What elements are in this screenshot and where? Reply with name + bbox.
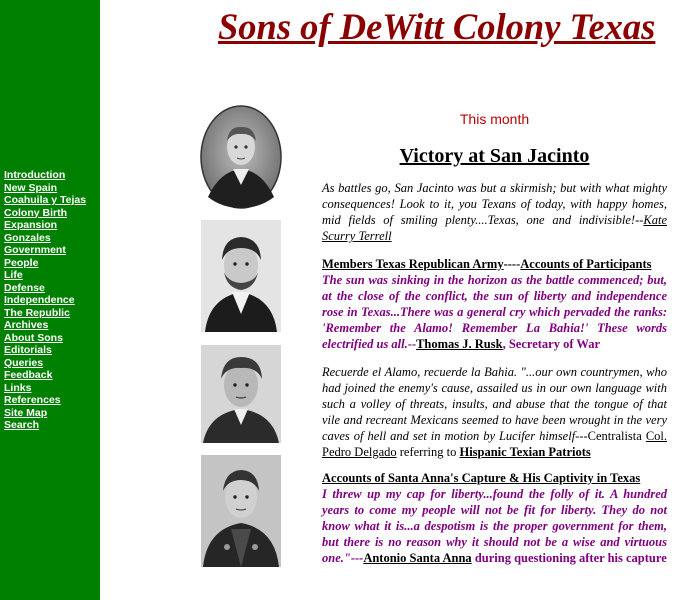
portrait-delgado-image (201, 345, 281, 443)
nav-link-colony-birth[interactable]: Colony Birth (4, 206, 67, 219)
rusk-paragraph (322, 256, 667, 352)
nav-link-independence[interactable]: Independence (4, 294, 75, 306)
article-title[interactable]: Victory at San Jacinto (399, 145, 590, 167)
santa-anna-quote: I threw up my cap for liberty...found the folly of it. A hundred years to come my people will not be fit for liberty. They do not know what it is...a despotism is the proper government for them, but there is no reason why it should not be a wise and virtuous one."--- (322, 487, 667, 565)
intro-paragraph (322, 180, 667, 244)
kate-scurry-terrell-link[interactable]: Kate Scurry Terrell (322, 213, 667, 243)
santa-anna-context: during questioning after his capture (471, 551, 667, 565)
site-title[interactable]: Sons of DeWitt Colony Texas (218, 6, 656, 47)
nav-link-about-sons[interactable]: About Sons (4, 331, 63, 344)
portrait-santa-anna-image (201, 455, 281, 567)
sidebar (0, 0, 100, 600)
rusk-quote: The sun was sinking in the horizon as the battle commenced; but, at the close of the conflict, the sun of liberty and independence rose in Texas...There was a general cry which pervaded the ranks: 'Remember the Alamo! Remember La Bahia!' These words electrified us all. (322, 273, 667, 351)
nav-link-government[interactable]: Government (4, 244, 66, 256)
delgado-paragraph (322, 364, 667, 460)
article-content (322, 180, 667, 578)
nav-link-coahuila-y-tejas[interactable]: Coahuila y Tejas (4, 194, 87, 206)
accounts-participants-link[interactable]: Accounts of Participants (520, 257, 652, 271)
nav-link-archives[interactable]: Archives (4, 319, 49, 331)
hispanic-texian-patriots-link[interactable]: Hispanic Texian Patriots (459, 445, 591, 459)
rusk-title: , Secretary of War (502, 337, 601, 351)
nav-link-the-republic[interactable]: The Republic (4, 306, 70, 319)
nav-link-expansion[interactable]: Expansion (4, 219, 58, 231)
nav-link-search[interactable]: Search (4, 419, 40, 431)
santa-anna-capture-link[interactable]: Accounts of Santa Anna's Capture & His Captivity in Texas (322, 471, 641, 485)
delgado-quote: Recuerde el Alamo, recuerde la Bahia. "...our own countrymen, who had joined the enemy's cause, assailed us in our own language with such a volley of threats, insults, and abuse that the tongue of that vile and recreant Mexicans seemed to have been wrought in the very caves of hell and set in motion by Lucifer himself--- (322, 365, 667, 443)
nav-link-life[interactable]: Life (4, 269, 23, 281)
nav-link-links[interactable]: Links (4, 381, 32, 394)
centralista-text: Centralista (587, 429, 646, 443)
portrait-houston-image (200, 105, 282, 209)
nav-link-queries[interactable]: Queries (4, 356, 44, 369)
nav-link-site-map[interactable]: Site Map (4, 406, 48, 419)
sidebar-nav (4, 169, 100, 432)
dash-text: -- (407, 337, 417, 351)
nav-link-gonzales[interactable]: Gonzales (4, 231, 51, 244)
antonio-santa-anna-link[interactable]: Antonio Santa Anna (363, 551, 472, 565)
santa-anna-paragraph (322, 470, 667, 566)
nav-link-introduction[interactable]: Introduction (4, 169, 66, 181)
nav-link-people[interactable]: People (4, 256, 39, 269)
referring-text: referring to (396, 445, 460, 459)
this-month-label: This month (459, 111, 530, 127)
nav-link-editorials[interactable]: Editorials (4, 344, 52, 356)
portrait-rusk-image (201, 220, 281, 332)
nav-link-references[interactable]: References (4, 394, 61, 406)
nav-link-defense[interactable]: Defense (4, 281, 45, 294)
nav-link-feedback[interactable]: Feedback (4, 369, 53, 381)
separator-text: ---- (503, 257, 521, 271)
terrell-quote: As battles go, San Jacinto was but a skirmish; but with what mighty consequences! Look to it, you Texans of today, with happy homes, mid fields of smiling plenty....Texas, one and indivisible!-- (322, 181, 667, 227)
members-army-link[interactable]: Members Texas Republican Army (322, 257, 504, 271)
nav-link-new-spain[interactable]: New Spain (4, 181, 58, 194)
thomas-rusk-link[interactable]: Thomas J. Rusk (416, 337, 503, 351)
pedro-delgado-link[interactable]: Col. Pedro Delgado (322, 429, 667, 459)
